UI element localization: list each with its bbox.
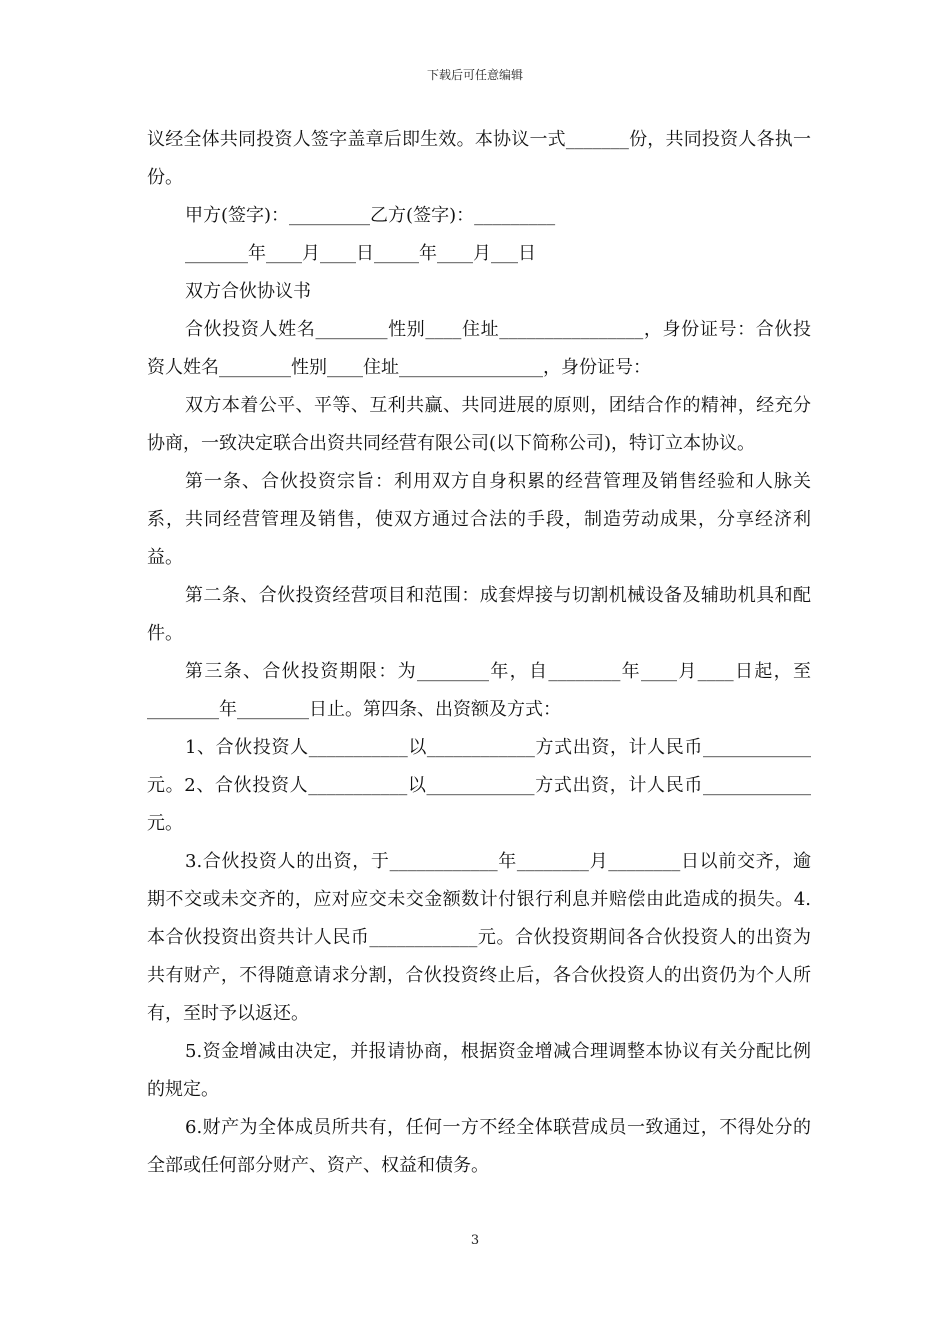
paragraph-contribution-1-2: 1、合伙投资人___________以____________方式出资，计人民币____________元。2、合伙投资人___________以____________方式出资，计人民币____________元。 <box>147 737 811 834</box>
page-header: 下载后可任意编辑 <box>426 68 523 82</box>
paragraph-effect-clause: 议经全体共同投资人签字盖章后即生效。本协议一式_______份，共同投资人各执一份。 <box>147 129 811 188</box>
paragraph-clause-6: 6.财产为全体成员所共有，任何一方不经全体联营成员一致通过，不得处分的全部或任何部分财产、资产、权益和债务。 <box>147 1117 811 1176</box>
paragraph-preamble: 双方本着公平、平等、互利共赢、共同进展的原则，团结合作的精神，经充分协商，一致决定联合出资共同经营有限公司(以下简称公司)，特订立本协议。 <box>147 395 811 454</box>
paragraph-article-1: 第一条、合伙投资宗旨：利用双方自身积累的经营管理及销售经验和人脉关系，共同经营管理及销售，使双方通过合法的手段，制造劳动成果，分享经济利益。 <box>147 471 811 568</box>
paragraph-contribution-3-4: 3.合伙投资人的出资，于____________年________月________日以前交齐，逾期不交或未交齐的，应对应交未交金额数计付银行利息并赔偿由此造成的损失。4.本合伙投资出资共计人民币____________元。合伙投资期间各合伙投资人的出资为共有财产，不得随意请求分割，合伙投资终止后，各合伙投资人的出资仍为个人所有，至时予以返还。 <box>147 851 811 1024</box>
paragraph-parties: 合伙投资人姓名________性别____住址________________，身份证号：合伙投资人姓名________性别____住址________________，身份证号： <box>147 319 811 378</box>
paragraph-clause-5: 5.资金增减由决定，并报请协商，根据资金增减合理调整本协议有关分配比例的规定。 <box>147 1041 811 1100</box>
paragraph-signatures: 甲方(签字)：_________乙方(签字)：_________ <box>185 205 556 226</box>
document-title: 双方合伙协议书 <box>185 281 311 302</box>
paragraph-article-3: 第三条、合伙投资期限：为________年，自________年____月____日起，至________年________日止。第四条、出资额及方式： <box>147 661 811 720</box>
document-body <box>147 121 811 1185</box>
paragraph-article-2: 第二条、合伙投资经营项目和范围：成套焊接与切割机械设备及辅助机具和配件。 <box>147 585 811 644</box>
page-number: 3 <box>470 1233 480 1248</box>
paragraph-dates: _______年____月____日_____年____月___日 <box>185 243 536 264</box>
